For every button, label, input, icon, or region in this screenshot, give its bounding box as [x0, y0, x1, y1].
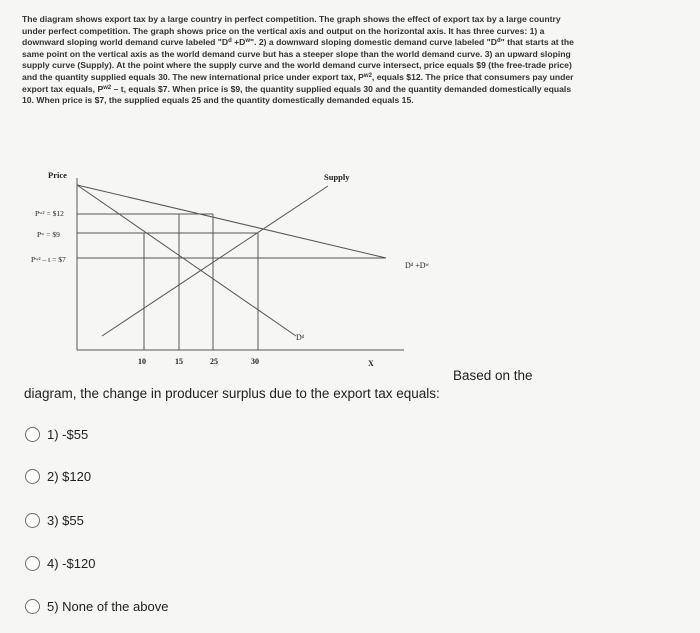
consumer-price-label: Pʷ² – t = $7 [31, 255, 66, 264]
option-label: 1) -$55 [47, 426, 89, 442]
answer-option-2[interactable] [25, 467, 91, 485]
option-label: 5) None of the above [47, 598, 169, 614]
superscript: w2 [103, 84, 112, 91]
answer-option-4[interactable] [25, 554, 95, 572]
question-prompt-lead: Based on the [453, 368, 533, 383]
intro-text: – t, equals $7. When price is $9, the quantity supplied equals 30 and the quantity demanded domestically equals 10. When price is $7, the supplied equals 25 and the quantity domestically demanded equals 15. [22, 83, 572, 106]
superscript: w2 [363, 72, 372, 79]
world-demand-label: Dᵈ +Dʷ [405, 261, 429, 270]
free-trade-price-label: Pʷ = $9 [37, 230, 60, 239]
world-demand-curve [77, 185, 386, 258]
supply-curve [102, 186, 328, 336]
quantity-tick-25: 25 [210, 357, 218, 366]
radio-button[interactable] [25, 427, 40, 442]
answer-option-3[interactable] [25, 511, 84, 529]
answer-option-5[interactable] [25, 597, 168, 615]
option-label: 2) $120 [47, 468, 92, 484]
superscript: w [245, 38, 251, 45]
world-price-tax-label: Pʷ² = $12 [35, 209, 64, 218]
domestic-demand-label: Dᵈ [296, 333, 305, 342]
question-prompt: diagram, the change in producer surplus due to the export tax equals: [24, 386, 440, 401]
radio-button[interactable] [25, 469, 40, 484]
superscript: d [496, 38, 501, 45]
superscript: d [228, 38, 232, 45]
answer-option-1[interactable] [25, 425, 88, 443]
option-label: 4) -$120 [47, 555, 96, 571]
intro-text: , equals $12. The price that consumers pay under export tax equals, P [22, 71, 574, 94]
option-label: 3) $55 [47, 512, 84, 528]
quantity-axis-label: X [368, 359, 374, 368]
domestic-demand-curve [77, 185, 296, 336]
quantity-tick-15: 15 [175, 357, 183, 366]
supply-label: Supply [324, 172, 350, 182]
radio-button[interactable] [25, 556, 40, 571]
intro-text: " that starts at the same point on the vertical axis as the world demand curve but has a steeper slope than the world demand curve. 3) an upward sloping supply curve (Supply). At the point where the supply curve and the world demand curve intersect, price equals $9 (the free-trade price) and the quantity supplied equals 30. The new international price under export tax, P [22, 37, 574, 82]
quantity-tick-10: 10 [138, 357, 146, 366]
intro-text: ". 2) a downward sloping domestic demand curve labeled "D [250, 37, 497, 48]
radio-button[interactable] [25, 599, 40, 614]
intro-text: +D [231, 37, 246, 48]
quantity-tick-30: 30 [251, 357, 259, 366]
price-axis-label: Price [48, 170, 67, 180]
intro-text: The diagram shows export tax by a large country in perfect competition. The graph shows the effect of export tax by a large country under perfect competition. The graph shows price on the vertical axis and output on the horizontal axis. It has three curves: 1) a downward sloping world demand curve labeled "D [22, 14, 561, 48]
radio-button[interactable] [25, 513, 40, 528]
